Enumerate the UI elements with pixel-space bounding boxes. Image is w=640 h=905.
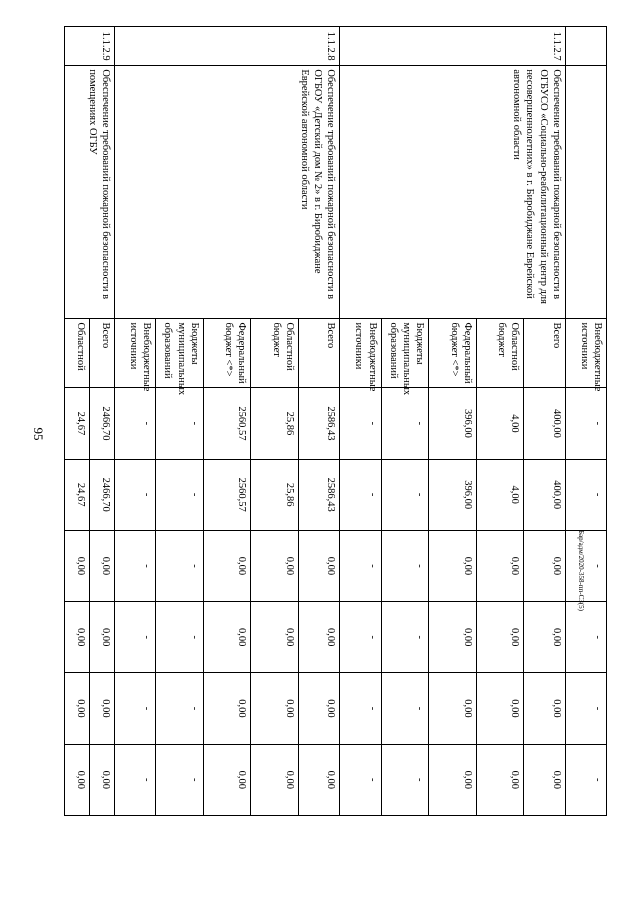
amount-cell: -	[340, 673, 381, 744]
amount-cell: -	[156, 459, 204, 530]
amount-cell: 396,00	[429, 459, 477, 530]
amount-cell: 0,00	[203, 602, 251, 673]
funding-source-cell: Всего	[524, 319, 565, 388]
amount-cell: -	[156, 673, 204, 744]
amount-cell: 0,00	[89, 530, 114, 601]
amount-cell: 0,00	[89, 673, 114, 744]
amount-cell: 0,00	[65, 530, 90, 601]
amount-cell: 0,00	[524, 602, 565, 673]
amount-cell: 0,00	[298, 673, 339, 744]
funding-source-cell: Федеральный бюджет <*>	[203, 319, 251, 388]
amount-cell: -	[565, 602, 606, 673]
amount-cell: 2466,70	[89, 388, 114, 459]
item-description-cell: Обеспечение требований пожарной безопасности в ОГБОУ «Детский дом № 2» в г. Биробиджане Еврейской автономной области	[114, 66, 339, 319]
rotated-table-wrapper	[64, 26, 607, 816]
amount-cell: 0,00	[65, 673, 90, 744]
amount-cell: 0,00	[476, 673, 524, 744]
amount-cell: -	[565, 673, 606, 744]
amount-cell: -	[156, 388, 204, 459]
amount-cell: -	[381, 744, 429, 815]
table-row	[524, 27, 565, 816]
amount-cell: 24,67	[65, 388, 90, 459]
funding-source-cell: Внебюджетные источники	[340, 319, 381, 388]
amount-cell: 0,00	[298, 530, 339, 601]
amount-cell: 0,00	[524, 673, 565, 744]
rotated-page-content	[0, 26, 607, 789]
amount-cell: 0,00	[251, 530, 299, 601]
amount-cell: 24,67	[65, 459, 90, 530]
funding-source-cell: Областной	[65, 319, 90, 388]
funding-source-cell: Бюджеты муниципальных образований	[381, 319, 429, 388]
description-cell	[565, 66, 606, 319]
amount-cell: -	[114, 744, 155, 815]
amount-cell: -	[114, 673, 155, 744]
amount-cell: 0,00	[251, 673, 299, 744]
amount-cell: 0,00	[476, 744, 524, 815]
amount-cell: -	[114, 459, 155, 530]
amount-cell: -	[340, 388, 381, 459]
amount-cell: 0,00	[429, 673, 477, 744]
amount-cell: 0,00	[251, 602, 299, 673]
amount-cell: -	[381, 388, 429, 459]
amount-cell: 2586,43	[298, 388, 339, 459]
amount-cell: -	[381, 673, 429, 744]
table-row	[298, 27, 339, 816]
amount-cell: 396,00	[429, 388, 477, 459]
amount-cell: -	[381, 602, 429, 673]
amount-cell: 0,00	[65, 602, 90, 673]
amount-cell: 400,00	[524, 388, 565, 459]
amount-cell: -	[381, 459, 429, 530]
amount-cell: -	[381, 530, 429, 601]
amount-cell: -	[340, 459, 381, 530]
item-code-cell: 1.1.2.7	[340, 27, 565, 66]
table-row	[89, 27, 114, 816]
amount-cell: 0,00	[429, 744, 477, 815]
amount-cell: 0,00	[89, 602, 114, 673]
funding-source-cell: Всего	[298, 319, 339, 388]
amount-cell: 2560,57	[203, 388, 251, 459]
amount-cell: 4,00	[476, 459, 524, 530]
amount-cell: -	[565, 744, 606, 815]
funding-table	[64, 26, 607, 816]
item-description-cell: Обеспечение требований пожарной безопасности в помещениях ОГБУ	[65, 66, 115, 319]
funding-source-cell: Бюджеты муниципальных образований	[156, 319, 204, 388]
item-code-cell: 1.1.2.9	[65, 27, 115, 66]
amount-cell: -	[156, 744, 204, 815]
amount-cell: 0,00	[298, 744, 339, 815]
amount-cell: -	[565, 388, 606, 459]
code-cell	[565, 27, 606, 66]
amount-cell: 25,86	[251, 388, 299, 459]
amount-cell: 25,86	[251, 459, 299, 530]
funding-source-cell: Областной бюджет	[251, 319, 299, 388]
amount-cell: 400,00	[524, 459, 565, 530]
amount-cell: 2586,43	[298, 459, 339, 530]
funding-source-cell: Областной бюджет	[476, 319, 524, 388]
amount-cell: -	[114, 602, 155, 673]
amount-cell: -	[340, 530, 381, 601]
funding-source-cell: Внебюджетные источники	[114, 319, 155, 388]
amount-cell: 4,00	[476, 388, 524, 459]
amount-cell: 0,00	[476, 602, 524, 673]
amount-cell: 0,00	[203, 530, 251, 601]
amount-cell: 0,00	[429, 602, 477, 673]
amount-cell: 0,00	[65, 744, 90, 815]
table-row	[565, 27, 606, 816]
amount-cell: -	[156, 530, 204, 601]
funding-source-cell: Внебюджетные источники	[565, 319, 606, 388]
amount-cell: 0,00	[203, 744, 251, 815]
amount-cell: 0,00	[203, 673, 251, 744]
page-number: 95	[31, 427, 46, 441]
amount-cell: 0,00	[251, 744, 299, 815]
amount-cell: 0,00	[524, 744, 565, 815]
amount-cell: -	[114, 388, 155, 459]
amount-cell: -	[565, 530, 606, 601]
amount-cell: 0,00	[429, 530, 477, 601]
amount-cell: 2466,70	[89, 459, 114, 530]
amount-cell: -	[156, 602, 204, 673]
amount-cell: -	[565, 459, 606, 530]
funding-source-cell: Федеральный бюджет <*>	[429, 319, 477, 388]
item-code-cell: 1.1.2.8	[114, 27, 339, 66]
item-description-cell: Обеспечение требований пожарной безопасности в ОГБУСО «Социально-реабилитационный центр для несовершеннолетних» в г. Биробиджане Еврейской автономной области	[340, 66, 565, 319]
amount-cell: 0,00	[298, 602, 339, 673]
amount-cell: 0,00	[476, 530, 524, 601]
amount-cell: 2560,57	[203, 459, 251, 530]
amount-cell: -	[340, 744, 381, 815]
amount-cell: -	[114, 530, 155, 601]
amount-cell: 0,00	[524, 530, 565, 601]
funding-source-cell: Всего	[89, 319, 114, 388]
amount-cell: -	[340, 602, 381, 673]
amount-cell: 0,00	[89, 744, 114, 815]
